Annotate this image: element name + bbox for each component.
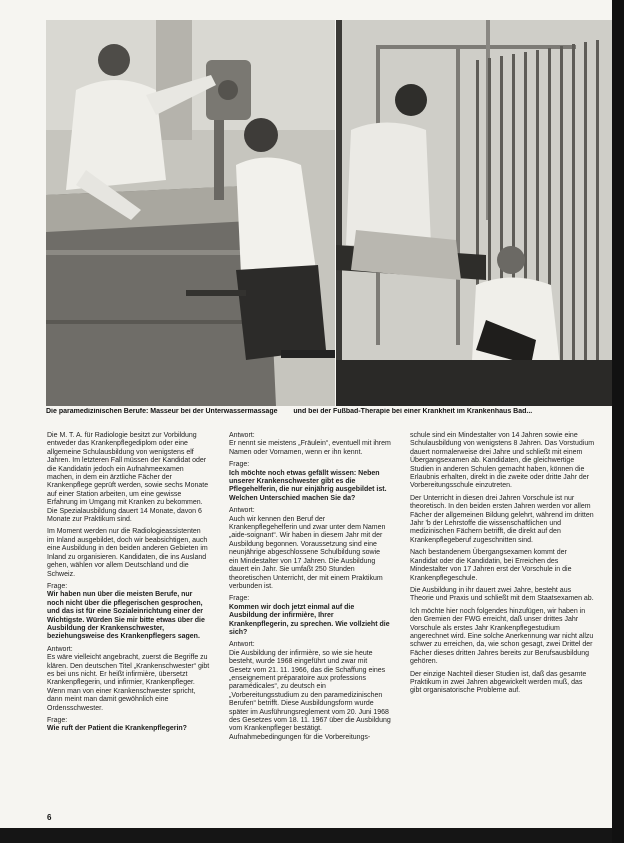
question-text: Wie ruft der Patient die Krankenpflegerin? (47, 725, 187, 733)
question-text: Ich möchte noch etwas gefällt wissen: Neben unserer Krankenschwester gibt es die Pflegehelferin, die nur einjährig ausgebildet ist. Welchen Unterschied machen Sie da? (229, 469, 387, 502)
answer-text: Die Ausbildung der infirmière, so wie sie heute besteht, wurde 1968 eingeführt und zwar mit Gesetz vom 21. 11. 1966, das die Schaffung eines „enseignement préparatoire aux professions paramédicales“, zu deutsch ein „Vorbereitungsstudium zu den paramedizinischen Berufen“ betrifft. Diese Ausbildungsform wurde später im Ausführungsreglement vom 20. Juni 1968 des Gesetzes vom 18. 11. 1967 über die Ausbildung vom Krankenpfleger bestätigt. Aufnahmebedingungen für die Vorbereitungs- (229, 649, 391, 741)
col3-paragraph-1: schule sind ein Mindestalter von 14 Jahren sowie eine Schulausbildung von wenigstens 8 Jahren. Das Vorstudium dauert normalerweise drei Jahre und schließt mit einem Übergangsexamen ab. Kandidaten, die gleichwertige Studien in anderen Schulen gemacht haben, können die Erlaubnis erhalten, direkt in die zweite oder dritte Jahr der Vorbereitungsschule einzutreten. (410, 432, 595, 490)
answer-label: Antwort: (47, 645, 73, 653)
text-column-3 (410, 432, 595, 700)
question-label: Frage: (229, 461, 250, 469)
question-text: Kommen wir doch jetzt einmal auf die Ausbildung der infirmière, Ihrer Krankenpflegerin, zu sprechen. Wie vollzieht die sich? (229, 603, 390, 636)
answer-text: Es wäre vielleicht angebracht, zuerst die Begriffe zu klären. Den deutschen Titel „Krankenschwester“ gibt es bei uns nicht. Er heißt infirmière, übersetzt Krankenpflegerin, und infirmier, Krankenpfleger. Wenn man von einer Krankenschwester spricht, dann meint man damit gewöhnlich eine Ordensschwester. (47, 654, 210, 712)
text-column-1 (47, 432, 210, 738)
scan-bottom-edge (0, 828, 612, 843)
answer-label: Antwort: (229, 432, 255, 439)
caption-left: Die paramedizinischen Berufe: Masseur bei der Unterwassermassage (46, 408, 278, 415)
masseur-photo-illustration (46, 20, 335, 406)
answer-label: Antwort: (229, 641, 255, 649)
col1-paragraph-2: Im Moment werden nur die Radiologieassistenten im Inland ausgebildet, doch wir beabsichtigen, auch eine Ausbildung in den beiden anderen Gebieten im Inland zu organisieren. Kandidaten, die ins Ausland gehen, wählen vor allem Deutschland und die Schweiz. (47, 528, 208, 578)
text-column-2 (229, 432, 391, 746)
col3-paragraph-5: Ich möchte hier noch folgendes hinzufügen, wir haben in den Gremien der FWG erreicht, daß unser drittes Jahr Vorschule als erstes Jahr Krankenpflegestudium angerechnet wird. Eine solche Anerkennung war nicht allzu schwer zu erreichen, da, wie schon gesagt, zwei Drittel der Fächer dieses dritten Jahres bereits zur Berufsausbildung gehören. (410, 607, 594, 666)
page-number: 6 (47, 813, 52, 822)
col1-paragraph-1: Die M. T. A. für Radiologie besitzt zur Vorbildung entweder das Krankenpflegediplom oder eine allgemeine Schulausbildung von wenigstens elf Jahren. Im letzteren Fall müssen der Kandidat oder die Kandidatin jedoch ein Aufnahmeexamen machen, in dem ein ärztliche Fächer der Krankenpflege geprüft werden, sowie sechs Monate auf einer Station arbeiten, um eine gewisse Erfahrung im Umgang mit Kranken zu bekommen. Die Spezialausbildung dauert 14 Monate, davon 6 Monate zur Praktikum sind. (47, 432, 209, 524)
footbath-photo-illustration (336, 20, 612, 406)
answer-text: Er nennt sie meistens „Fräulein“, eventuell mit ihrem Namen oder Vornamen, wenn er ihn kennt. (229, 440, 391, 456)
answer-text: Auch wir kennen den Beruf der Krankenpflegehelferin und zwar unter dem Namen „aide-soignant“. Wir haben in diesem Jahr mit der Ausbildung begonnen. Voraussetzung sind eine neunjährige abgeschlossene Schulbildung sowie ein Mindestalter von 17 Jahren. Die Ausbildung dauert ein Jahr. Sie umfaßt 250 Stunden theoretischen Unterricht, der mit einem Praktikum verbunden ist. (229, 515, 386, 590)
col3-paragraph-2: Der Unterricht in diesen drei Jahren Vorschule ist nur theoretisch. In den beiden ersten Jahren werden vor allem Fächer der allgemeinen Bildung gelehrt, während im dritten Jahr 'b der Lehrstoffe die wissenschaftlichen und medizinischen Fächern betrifft, die direkt auf den Krankenpflegeberuf zugeschnitten sind. (410, 494, 594, 544)
question-text: Wir haben nun über die meisten Berufe, nur noch nicht über die pflegerischen gesprochen, und das ist für eine Sozialeinrichtung einer der Wichtigste. Würden Sie mir bitte etwas über die Ausbildung der Krankenschwester, beziehungsweise des Krankenpflegers sagen. (47, 591, 205, 641)
col3-paragraph-3: Nach bestandenem Übergangsexamen kommt der Kandidat oder die Kandidatin, bei Erreichen des Mindestalter von 17 Jahren erst der Vorschule in die Krankenpflegeschule. (410, 549, 572, 582)
scan-right-edge (612, 0, 624, 843)
photo-caption (46, 408, 612, 422)
question-label: Frage: (47, 717, 68, 724)
caption-right: und bei der Fußbad-Therapie bei einer Krankheit im Krankenhaus Bad... (293, 408, 533, 415)
masseur-photo (46, 20, 335, 406)
footbath-photo (336, 20, 612, 406)
col3-paragraph-6: Der einzige Nachteil dieser Studien ist, daß das gesamte Praktikum in zwei Jahren abgewickelt werden muß, das gibt organisatorische Probleme auf. (410, 670, 587, 695)
question-label: Frage: (229, 595, 250, 603)
answer-label: Antwort: (229, 507, 255, 515)
question-label: Frage: (47, 582, 68, 590)
col3-paragraph-4: Die Ausbildung in ihr dauert zwei Jahre, besteht aus Theorie und Praxis und schließt mit dem Staatsexamen ab. (410, 586, 594, 603)
